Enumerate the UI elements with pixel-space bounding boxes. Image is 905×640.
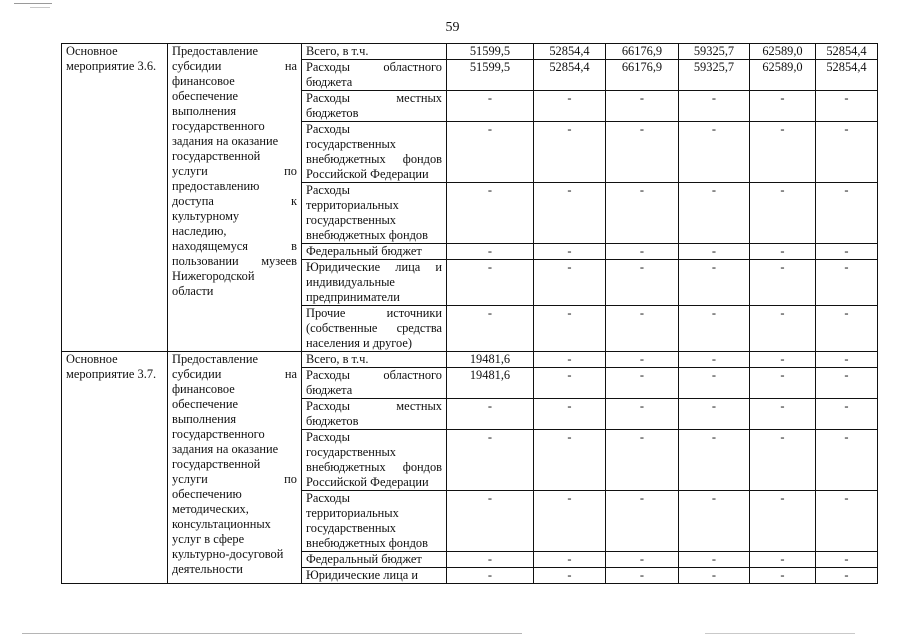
funding-value-year-1: - [447,244,534,260]
funding-value-year-3: 66176,9 [606,60,679,91]
funding-value-year-2: 52854,4 [534,60,606,91]
description-line: методических, [172,502,249,516]
funding-value-year-6: - [816,399,878,430]
funding-value-year-1: - [447,399,534,430]
funding-value-year-1: 51599,5 [447,44,534,60]
description-line: услуги по [172,164,297,178]
description-line: области [172,284,214,298]
funding-value-year-3: - [606,91,679,122]
description-line: культурно-досуговой [172,547,284,561]
description-line: выполнения [172,104,237,118]
funding-value-year-6: 52854,4 [816,44,878,60]
funding-value-year-4: - [679,368,750,399]
funding-value-year-1: - [447,568,534,584]
funding-value-year-5: - [750,306,816,352]
table-row [62,352,878,368]
funding-value-year-5: - [750,368,816,399]
budget-table [61,43,878,584]
funding-value-year-6: - [816,306,878,352]
scan-artifact-top-short [30,7,50,8]
scan-artifact-bottom-right [705,633,855,634]
funding-value-year-4: - [679,122,750,183]
description-line: государственной [172,149,261,163]
funding-source: Расходы областного бюджета [302,60,447,91]
funding-value-year-3: - [606,430,679,491]
event-title: Основное мероприятие 3.6. [62,44,168,352]
funding-value-year-1: 19481,6 [447,368,534,399]
funding-value-year-2: - [534,552,606,568]
funding-value-year-3: - [606,183,679,244]
funding-source: Расходы территориальных государственных внебюджетных фондов [302,491,447,552]
funding-value-year-4: - [679,260,750,306]
funding-value-year-1: - [447,260,534,306]
funding-value-year-1: - [447,491,534,552]
funding-value-year-5: - [750,568,816,584]
funding-value-year-2: - [534,399,606,430]
funding-source: Юридические лица и индивидуальные предприниматели [302,260,447,306]
description-line: обеспечению [172,487,242,501]
funding-value-year-3: - [606,491,679,552]
description-line: Нижегородской [172,269,255,283]
funding-value-year-6: 52854,4 [816,60,878,91]
funding-value-year-3: - [606,552,679,568]
funding-value-year-2: - [534,244,606,260]
description-line: Предоставление [172,352,258,366]
funding-value-year-1: - [447,122,534,183]
funding-value-year-5: - [750,352,816,368]
funding-value-year-4: - [679,491,750,552]
funding-value-year-3: - [606,122,679,183]
description-line: обеспечение [172,397,238,411]
description-line: субсидии на [172,367,297,381]
funding-source: Прочие источники (собственные средства населения и другое) [302,306,447,352]
scan-artifact-top [14,3,52,4]
funding-source: Расходы областного бюджета [302,368,447,399]
description-line: наследию, [172,224,227,238]
description-line: финансовое [172,74,235,88]
funding-value-year-6: - [816,122,878,183]
funding-value-year-1: - [447,306,534,352]
funding-value-year-3: 66176,9 [606,44,679,60]
description-line: услуги по [172,472,297,486]
table-row [62,44,878,60]
funding-value-year-2: 52854,4 [534,44,606,60]
description-line: субсидии на [172,59,297,73]
funding-value-year-2: - [534,491,606,552]
funding-value-year-1: - [447,552,534,568]
funding-value-year-2: - [534,568,606,584]
funding-value-year-1: 19481,6 [447,352,534,368]
description-line: пользовании музеев [172,254,297,268]
funding-value-year-1: - [447,430,534,491]
description-line: выполнения [172,412,237,426]
funding-source: Всего, в т.ч. [302,44,447,60]
funding-value-year-5: - [750,244,816,260]
funding-value-year-6: - [816,491,878,552]
funding-source: Расходы территориальных государственных внебюджетных фондов [302,183,447,244]
description-line: культурному [172,209,240,223]
funding-value-year-6: - [816,183,878,244]
description-line: деятельности [172,562,243,576]
funding-source: Расходы государственных внебюджетных фондов Российской Федерации [302,122,447,183]
page-number: 59 [445,20,460,35]
funding-value-year-3: - [606,352,679,368]
funding-value-year-6: - [816,552,878,568]
funding-value-year-5: 62589,0 [750,60,816,91]
budget-table-body [62,44,878,584]
event-description [168,44,302,352]
funding-value-year-2: - [534,91,606,122]
funding-value-year-3: - [606,568,679,584]
description-line: доступа к [172,194,297,208]
funding-value-year-2: - [534,430,606,491]
funding-value-year-5: - [750,399,816,430]
funding-value-year-5: - [750,491,816,552]
funding-value-year-3: - [606,306,679,352]
description-line: находящемуся в [172,239,297,253]
funding-value-year-2: - [534,260,606,306]
funding-source: Расходы государственных внебюджетных фондов Российской Федерации [302,430,447,491]
funding-value-year-6: - [816,368,878,399]
funding-source: Расходы местных бюджетов [302,91,447,122]
event-title: Основное мероприятие 3.7. [62,352,168,584]
funding-value-year-4: - [679,352,750,368]
funding-value-year-3: - [606,260,679,306]
funding-source: Федеральный бюджет [302,552,447,568]
description-line: Предоставление [172,44,258,58]
funding-value-year-2: - [534,183,606,244]
funding-value-year-6: - [816,260,878,306]
funding-source: Всего, в т.ч. [302,352,447,368]
funding-value-year-6: - [816,430,878,491]
funding-value-year-4: 59325,7 [679,44,750,60]
funding-value-year-5: - [750,552,816,568]
funding-value-year-2: - [534,352,606,368]
funding-value-year-4: - [679,430,750,491]
scan-artifact-bottom [22,633,522,634]
description-line: консультационных [172,517,271,531]
funding-value-year-2: - [534,368,606,399]
description-line: задания на оказание [172,134,279,148]
funding-value-year-1: - [447,183,534,244]
description-line: услуг в сфере [172,532,245,546]
funding-value-year-4: - [679,568,750,584]
funding-value-year-4: 59325,7 [679,60,750,91]
funding-value-year-4: - [679,91,750,122]
funding-value-year-4: - [679,306,750,352]
description-line: государственного [172,427,265,441]
funding-value-year-4: - [679,244,750,260]
funding-value-year-6: - [816,568,878,584]
funding-value-year-5: - [750,91,816,122]
funding-value-year-3: - [606,244,679,260]
funding-value-year-4: - [679,552,750,568]
funding-value-year-6: - [816,244,878,260]
funding-source: Федеральный бюджет [302,244,447,260]
funding-value-year-5: - [750,430,816,491]
description-line: государственной [172,457,261,471]
funding-value-year-5: - [750,183,816,244]
description-line: задания на оказание [172,442,279,456]
description-line: финансовое [172,382,235,396]
funding-value-year-6: - [816,352,878,368]
funding-value-year-2: - [534,306,606,352]
funding-value-year-4: - [679,183,750,244]
funding-source: Юридические лица и [302,568,447,584]
funding-value-year-1: 51599,5 [447,60,534,91]
event-description [168,352,302,584]
funding-value-year-4: - [679,399,750,430]
description-line: обеспечение [172,89,238,103]
funding-value-year-6: - [816,91,878,122]
funding-value-year-2: - [534,122,606,183]
funding-source: Расходы местных бюджетов [302,399,447,430]
funding-value-year-5: 62589,0 [750,44,816,60]
description-line: предоставлению [172,179,260,193]
funding-value-year-5: - [750,122,816,183]
funding-value-year-5: - [750,260,816,306]
description-line: государственного [172,119,265,133]
funding-value-year-1: - [447,91,534,122]
funding-value-year-3: - [606,399,679,430]
funding-value-year-3: - [606,368,679,399]
